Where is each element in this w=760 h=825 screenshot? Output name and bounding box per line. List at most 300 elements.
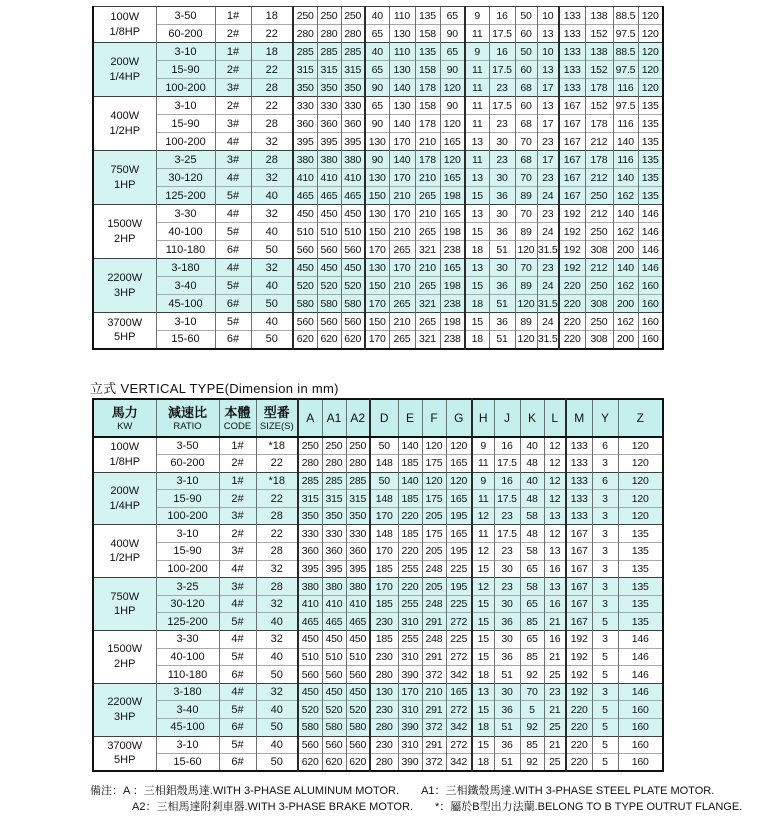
footnote-line-2 bbox=[90, 800, 742, 816]
dim-cell: 560 bbox=[317, 241, 341, 259]
column-header-m: M bbox=[566, 399, 592, 437]
size-cell: 50 bbox=[256, 754, 298, 772]
dim-cell: 310 bbox=[398, 613, 422, 631]
dim-cell: 380 bbox=[293, 151, 317, 169]
dim-cell: 65 bbox=[365, 25, 389, 43]
footnotes bbox=[90, 784, 742, 815]
dim-cell: 360 bbox=[341, 115, 365, 133]
dim-cell: 130 bbox=[370, 683, 398, 701]
dim-cell: 465 bbox=[322, 613, 346, 631]
dim-cell: 135 bbox=[618, 595, 663, 613]
dim-cell: 160 bbox=[618, 701, 663, 719]
dim-cell: 238 bbox=[440, 331, 465, 349]
power-label: 2200W bbox=[107, 272, 143, 284]
ratio-cell: 3-40 bbox=[156, 277, 215, 295]
code-cell: 1# bbox=[215, 7, 251, 25]
dim-cell: 92 bbox=[520, 719, 544, 737]
code-cell: 1# bbox=[219, 437, 256, 455]
column-header-kw bbox=[93, 399, 156, 437]
code-cell: 3# bbox=[219, 578, 256, 596]
dim-cell: 465 bbox=[298, 613, 322, 631]
dim-cell: 250 bbox=[322, 437, 346, 455]
dim-cell: 390 bbox=[398, 754, 422, 772]
size-cell: 18 bbox=[251, 7, 293, 25]
dim-cell: 380 bbox=[322, 578, 346, 596]
dim-cell: 120 bbox=[422, 437, 446, 455]
power-cell bbox=[93, 151, 156, 205]
dim-cell: 133 bbox=[566, 472, 592, 490]
dim-cell: 580 bbox=[341, 295, 365, 313]
dim-cell: 212 bbox=[585, 259, 613, 277]
dim-cell: 342 bbox=[446, 719, 472, 737]
table-row bbox=[93, 115, 663, 133]
dim-cell: 17.5 bbox=[489, 25, 515, 43]
dim-cell: 248 bbox=[422, 631, 446, 649]
dim-cell: 31.5 bbox=[537, 295, 559, 313]
column-header-code bbox=[219, 399, 256, 437]
table-row bbox=[93, 543, 663, 561]
dim-cell: 85 bbox=[520, 648, 544, 666]
dim-cell: 3 bbox=[592, 525, 618, 543]
dim-cell: 175 bbox=[422, 455, 446, 473]
dim-cell: 321 bbox=[415, 241, 440, 259]
dim-cell: 58 bbox=[520, 578, 544, 596]
power-cell bbox=[93, 205, 156, 259]
dim-cell: 198 bbox=[440, 313, 465, 331]
dim-cell: 140 bbox=[613, 259, 638, 277]
dim-cell: 3 bbox=[592, 560, 618, 578]
dim-cell: 60 bbox=[515, 97, 537, 115]
dim-cell: 36 bbox=[489, 223, 515, 241]
dim-cell: 560 bbox=[293, 313, 317, 331]
dim-cell: 255 bbox=[398, 560, 422, 578]
dim-cell: 250 bbox=[585, 277, 613, 295]
dim-cell: 51 bbox=[489, 241, 515, 259]
table-row bbox=[93, 169, 663, 187]
dim-cell: 450 bbox=[322, 683, 346, 701]
dim-cell: 31.5 bbox=[537, 241, 559, 259]
dim-cell: 291 bbox=[422, 701, 446, 719]
dim-cell: 395 bbox=[293, 133, 317, 151]
dim-cell: 158 bbox=[415, 97, 440, 115]
dim-cell: 220 bbox=[566, 719, 592, 737]
power-label: 1/2HP bbox=[109, 552, 141, 565]
ratio-cell: 125-200 bbox=[156, 613, 219, 631]
dim-cell: 225 bbox=[446, 595, 472, 613]
dim-cell: 360 bbox=[298, 543, 322, 561]
dim-cell: 135 bbox=[638, 133, 663, 151]
size-cell: 40 bbox=[251, 187, 293, 205]
dim-cell: 135 bbox=[638, 115, 663, 133]
dim-cell: 330 bbox=[298, 525, 322, 543]
dim-cell: 380 bbox=[346, 578, 370, 596]
table-row bbox=[93, 61, 663, 79]
code-cell: 4# bbox=[215, 259, 251, 277]
power-label: 3HP bbox=[114, 286, 136, 299]
dim-cell: 5 bbox=[592, 736, 618, 754]
dim-cell: 23 bbox=[537, 169, 559, 187]
dim-cell: 150 bbox=[365, 187, 389, 205]
dim-cell: 15 bbox=[465, 187, 489, 205]
dim-cell: 265 bbox=[389, 241, 415, 259]
dim-cell: 192 bbox=[559, 205, 585, 223]
dim-cell: 58 bbox=[520, 507, 544, 525]
dim-cell: 23 bbox=[494, 507, 520, 525]
code-cell: 3# bbox=[219, 507, 256, 525]
size-cell: 22 bbox=[256, 490, 298, 508]
size-cell: 40 bbox=[251, 223, 293, 241]
dim-cell: 465 bbox=[341, 187, 365, 205]
power-cell bbox=[93, 472, 156, 525]
dim-cell: 48 bbox=[520, 455, 544, 473]
dim-cell: 620 bbox=[346, 754, 370, 772]
dim-cell: 162 bbox=[613, 277, 638, 295]
size-cell: *18 bbox=[256, 437, 298, 455]
power-label: 3700W bbox=[107, 316, 143, 329]
dim-cell: 200 bbox=[613, 241, 638, 259]
column-header-size-s- bbox=[256, 399, 298, 437]
code-cell: 4# bbox=[219, 595, 256, 613]
dim-cell: 580 bbox=[317, 295, 341, 313]
power-label: 1HP bbox=[114, 178, 136, 191]
dim-cell: 25 bbox=[544, 754, 566, 772]
code-cell: 5# bbox=[215, 223, 251, 241]
dim-cell: 135 bbox=[638, 169, 663, 187]
column-header-f: F bbox=[422, 399, 446, 437]
table-row bbox=[93, 331, 663, 349]
dim-cell: 372 bbox=[422, 666, 446, 684]
dim-cell: 230 bbox=[370, 613, 398, 631]
dim-cell: 410 bbox=[346, 595, 370, 613]
power-label: 1/8HP bbox=[109, 455, 141, 468]
dim-cell: 135 bbox=[638, 187, 663, 205]
column-header-e: E bbox=[398, 399, 422, 437]
dim-cell: 12 bbox=[472, 578, 494, 596]
size-cell: 50 bbox=[256, 719, 298, 737]
dim-cell: 51 bbox=[489, 295, 515, 313]
dim-cell: 205 bbox=[422, 543, 446, 561]
dim-cell: 116 bbox=[613, 115, 638, 133]
dim-cell: 135 bbox=[415, 7, 440, 25]
power-label: 200W bbox=[110, 485, 140, 498]
dim-cell: 135 bbox=[638, 151, 663, 169]
ratio-cell: 15-60 bbox=[156, 754, 219, 772]
dim-cell: 291 bbox=[422, 613, 446, 631]
dim-cell: 15 bbox=[472, 631, 494, 649]
power-cell bbox=[93, 736, 156, 771]
dim-cell: 360 bbox=[317, 115, 341, 133]
dim-cell: 130 bbox=[365, 133, 389, 151]
size-cell: 22 bbox=[251, 97, 293, 115]
dim-cell: 24 bbox=[537, 277, 559, 295]
power-label: 1/8HP bbox=[109, 25, 141, 38]
dim-cell: 18 bbox=[465, 241, 489, 259]
dim-cell: 48 bbox=[520, 525, 544, 543]
dim-cell: 178 bbox=[415, 79, 440, 97]
dim-cell: 285 bbox=[317, 43, 341, 61]
dim-cell: 450 bbox=[293, 259, 317, 277]
dim-cell: 350 bbox=[317, 79, 341, 97]
size-cell: 40 bbox=[256, 613, 298, 631]
footnote-a-label: A ： bbox=[123, 785, 144, 797]
dim-cell: 36 bbox=[494, 736, 520, 754]
dim-cell: 167 bbox=[566, 578, 592, 596]
dim-cell: 205 bbox=[422, 578, 446, 596]
code-cell: 4# bbox=[219, 560, 256, 578]
dim-cell: 170 bbox=[370, 507, 398, 525]
dim-cell: 308 bbox=[585, 241, 613, 259]
power-cell bbox=[93, 97, 156, 151]
dim-cell: 250 bbox=[293, 7, 317, 25]
dim-cell: 16 bbox=[544, 595, 566, 613]
dim-cell: 85 bbox=[520, 736, 544, 754]
dim-cell: 510 bbox=[317, 223, 341, 241]
dim-cell: 120 bbox=[638, 61, 663, 79]
dim-cell: 133 bbox=[559, 79, 585, 97]
table-row bbox=[93, 437, 663, 455]
power-label: 2HP bbox=[114, 232, 136, 245]
dim-cell: 30 bbox=[489, 169, 515, 187]
dim-cell: 380 bbox=[317, 151, 341, 169]
column-header-g: G bbox=[446, 399, 472, 437]
dim-cell: 170 bbox=[370, 543, 398, 561]
dim-cell: 133 bbox=[559, 7, 585, 25]
dim-cell: 89 bbox=[515, 277, 537, 295]
dim-cell: 15 bbox=[465, 277, 489, 295]
dim-cell: 21 bbox=[544, 701, 566, 719]
table-row bbox=[93, 595, 663, 613]
dim-cell: 210 bbox=[422, 683, 446, 701]
dim-cell: 5 bbox=[592, 666, 618, 684]
dim-cell: 24 bbox=[537, 187, 559, 205]
dim-cell: 120 bbox=[618, 455, 663, 473]
dim-cell: 135 bbox=[618, 578, 663, 596]
dim-cell: 65 bbox=[440, 43, 465, 61]
power-label: 3HP bbox=[114, 710, 136, 723]
table-row bbox=[93, 701, 663, 719]
column-header-a2: A2 bbox=[346, 399, 370, 437]
dim-cell: 450 bbox=[317, 205, 341, 223]
column-header-a1: A1 bbox=[322, 399, 346, 437]
dim-cell: 58 bbox=[520, 543, 544, 561]
size-cell: 40 bbox=[256, 648, 298, 666]
size-cell: 22 bbox=[251, 25, 293, 43]
size-cell: 32 bbox=[251, 169, 293, 187]
dim-cell: 89 bbox=[515, 313, 537, 331]
dim-cell: 70 bbox=[515, 259, 537, 277]
size-cell: 28 bbox=[256, 507, 298, 525]
dim-cell: 167 bbox=[559, 151, 585, 169]
power-cell bbox=[93, 7, 156, 43]
dim-cell: 165 bbox=[446, 683, 472, 701]
dim-cell: 450 bbox=[317, 259, 341, 277]
dim-cell: 185 bbox=[370, 595, 398, 613]
dim-cell: 560 bbox=[322, 736, 346, 754]
table-row bbox=[93, 613, 663, 631]
footnote-a1-label: A1： bbox=[421, 785, 446, 797]
dim-cell: 17.5 bbox=[494, 490, 520, 508]
code-cell: 5# bbox=[215, 313, 251, 331]
ratio-cell: 45-100 bbox=[156, 719, 219, 737]
dim-cell: 170 bbox=[389, 169, 415, 187]
dim-cell: 135 bbox=[618, 613, 663, 631]
dim-cell: 321 bbox=[415, 331, 440, 349]
dim-cell: 146 bbox=[618, 631, 663, 649]
dim-cell: 11 bbox=[465, 25, 489, 43]
dim-cell: 162 bbox=[613, 187, 638, 205]
dim-cell: 13 bbox=[537, 61, 559, 79]
dim-cell: 250 bbox=[346, 437, 370, 455]
table-row bbox=[93, 666, 663, 684]
code-cell: 3# bbox=[215, 151, 251, 169]
size-cell: 22 bbox=[256, 455, 298, 473]
dim-cell: 23 bbox=[489, 79, 515, 97]
dim-cell: 620 bbox=[317, 331, 341, 349]
table-row bbox=[93, 683, 663, 701]
dim-cell: 16 bbox=[489, 7, 515, 25]
dim-cell: 90 bbox=[365, 151, 389, 169]
code-cell: 6# bbox=[215, 295, 251, 313]
dim-cell: 30 bbox=[489, 133, 515, 151]
dim-cell: 70 bbox=[515, 205, 537, 223]
dim-cell: 70 bbox=[515, 133, 537, 151]
dim-cell: 148 bbox=[370, 455, 398, 473]
code-cell: 5# bbox=[215, 277, 251, 295]
power-label: 100W bbox=[110, 441, 140, 454]
dim-cell: 291 bbox=[422, 648, 446, 666]
dim-cell: 330 bbox=[317, 97, 341, 115]
column-header-j: J bbox=[494, 399, 520, 437]
dim-cell: 24 bbox=[537, 223, 559, 241]
ratio-cell: 3-10 bbox=[156, 313, 215, 331]
dim-cell: 165 bbox=[440, 205, 465, 223]
dim-cell: 51 bbox=[494, 754, 520, 772]
dim-cell: 410 bbox=[298, 595, 322, 613]
vertical-type-table-container bbox=[92, 398, 664, 772]
dim-cell: 36 bbox=[489, 277, 515, 295]
dim-cell: 23 bbox=[489, 151, 515, 169]
dim-cell: 152 bbox=[585, 25, 613, 43]
dim-cell: 120 bbox=[638, 79, 663, 97]
dim-cell: 210 bbox=[389, 187, 415, 205]
dim-cell: 225 bbox=[446, 560, 472, 578]
dim-cell: 510 bbox=[293, 223, 317, 241]
dim-cell: 198 bbox=[440, 187, 465, 205]
dim-cell: 21 bbox=[544, 648, 566, 666]
code-cell: 2# bbox=[215, 97, 251, 115]
dim-cell: 130 bbox=[365, 259, 389, 277]
dim-cell: 192 bbox=[566, 683, 592, 701]
dim-cell: 520 bbox=[322, 701, 346, 719]
dim-cell: 272 bbox=[446, 613, 472, 631]
dim-cell: 120 bbox=[422, 472, 446, 490]
column-header-zh: 本體 bbox=[224, 404, 251, 420]
dim-cell: 68 bbox=[515, 79, 537, 97]
dim-cell: 13 bbox=[544, 578, 566, 596]
dim-cell: 205 bbox=[422, 507, 446, 525]
dim-cell: 150 bbox=[365, 313, 389, 331]
dim-cell: 280 bbox=[346, 455, 370, 473]
ratio-cell: 3-10 bbox=[156, 97, 215, 115]
dim-cell: 11 bbox=[472, 525, 494, 543]
dim-cell: 15 bbox=[472, 595, 494, 613]
dim-cell: 248 bbox=[422, 595, 446, 613]
dim-cell: 11 bbox=[472, 490, 494, 508]
dim-cell: 5 bbox=[592, 701, 618, 719]
power-label: 1/4HP bbox=[109, 70, 141, 83]
dim-cell: 30 bbox=[494, 595, 520, 613]
dim-cell: 3 bbox=[592, 490, 618, 508]
dim-cell: 140 bbox=[613, 169, 638, 187]
power-cell bbox=[93, 43, 156, 97]
size-cell: 18 bbox=[251, 43, 293, 61]
dim-cell: 410 bbox=[341, 169, 365, 187]
dim-cell: 140 bbox=[389, 151, 415, 169]
dim-cell: 11 bbox=[465, 79, 489, 97]
dim-cell: 5 bbox=[592, 719, 618, 737]
ratio-cell: 3-10 bbox=[156, 472, 219, 490]
table-row bbox=[93, 223, 663, 241]
table-row bbox=[93, 631, 663, 649]
dim-cell: 230 bbox=[370, 701, 398, 719]
dim-cell: 285 bbox=[293, 43, 317, 61]
dim-cell: 360 bbox=[293, 115, 317, 133]
size-cell: 32 bbox=[251, 133, 293, 151]
dim-cell: 560 bbox=[341, 241, 365, 259]
table-row bbox=[93, 490, 663, 508]
dim-cell: 520 bbox=[293, 277, 317, 295]
dim-cell: 140 bbox=[613, 133, 638, 151]
ratio-cell: 3-10 bbox=[156, 736, 219, 754]
dim-cell: 210 bbox=[415, 259, 440, 277]
dim-cell: 60 bbox=[515, 25, 537, 43]
ratio-cell: 3-30 bbox=[156, 631, 219, 649]
dim-cell: 60 bbox=[515, 61, 537, 79]
dim-cell: 36 bbox=[489, 313, 515, 331]
dim-cell: 15 bbox=[472, 701, 494, 719]
dim-cell: 450 bbox=[293, 205, 317, 223]
power-label: 750W bbox=[110, 590, 140, 603]
dim-cell: 192 bbox=[566, 648, 592, 666]
dim-cell: 465 bbox=[317, 187, 341, 205]
dim-cell: 195 bbox=[446, 578, 472, 596]
dim-cell: 120 bbox=[618, 472, 663, 490]
dim-cell: 310 bbox=[398, 701, 422, 719]
dim-cell: 220 bbox=[398, 507, 422, 525]
table-row bbox=[93, 151, 663, 169]
dim-cell: 15 bbox=[472, 613, 494, 631]
dim-cell: 90 bbox=[365, 79, 389, 97]
dim-cell: 36 bbox=[494, 648, 520, 666]
dim-cell: 50 bbox=[370, 437, 398, 455]
dim-cell: 51 bbox=[489, 331, 515, 349]
dim-cell: 16 bbox=[494, 472, 520, 490]
size-cell: 40 bbox=[256, 701, 298, 719]
dim-cell: 97.5 bbox=[613, 97, 638, 115]
dim-cell: 220 bbox=[559, 331, 585, 349]
footnote-star-label: *： bbox=[434, 800, 451, 813]
dim-cell: 220 bbox=[559, 295, 585, 313]
ratio-cell: 125-200 bbox=[156, 187, 215, 205]
dim-cell: 450 bbox=[346, 631, 370, 649]
dim-cell: 51 bbox=[494, 719, 520, 737]
code-cell: 6# bbox=[219, 754, 256, 772]
code-cell: 6# bbox=[215, 241, 251, 259]
dim-cell: 167 bbox=[559, 115, 585, 133]
power-label: 750W bbox=[110, 164, 140, 176]
table-row bbox=[93, 754, 663, 772]
dim-cell: 350 bbox=[293, 79, 317, 97]
